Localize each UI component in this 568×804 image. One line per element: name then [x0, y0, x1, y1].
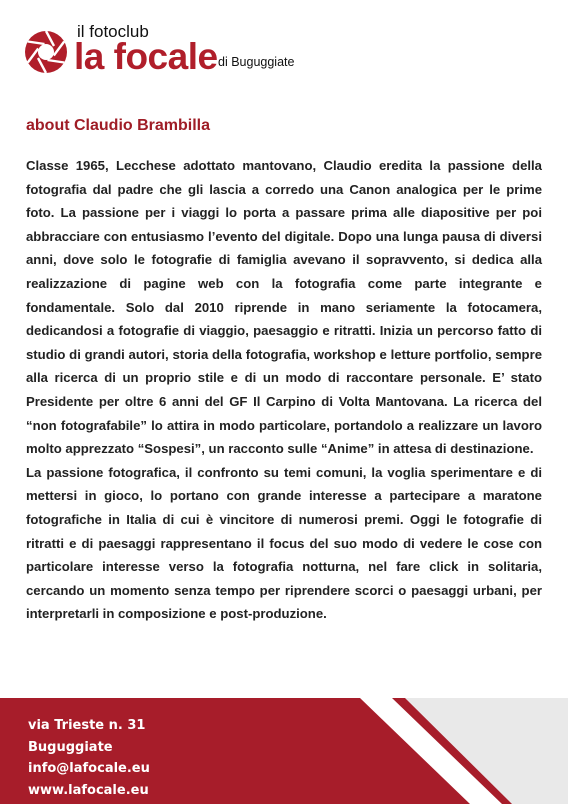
club-logo: [24, 8, 324, 78]
contact-info: [28, 715, 150, 801]
biography-text: [26, 154, 542, 626]
footer-town: Buguggiate: [28, 739, 113, 755]
footer-website-link[interactable]: www.lafocale.eu: [28, 782, 149, 798]
logo-town: di Buguggiate: [218, 55, 295, 69]
aperture-icon: [24, 30, 68, 74]
biography-paragraph-1: Classe 1965, Lecchese adottato mantovano, Claudio eredita la passione della fotografia dal padre che gli lascia a corredo una Canon analogica per le prime foto. La passione per i viaggi lo porta a passare prima alle diapositive per poi abbracciare con entusiasmo l’evento del digitale. Dopo una lunga pausa di diversi anni, dove solo le fotografie di famiglia avevano il sopravvento, si dedica alla realizzazione di pagine web con la fotografia come parte integrante e fondamentale. Solo dal 2010 riprende in mano seriamente la fotocamera, dedicandosi a fotografie di viaggio, paesaggio e ritratti. Inizia un percorso fatto di studio di grandi autori, storia della fotografia, workshop e letture portfolio, sempre alla ricerca di un proprio stile e di un modo di raccontare personale. E’ stato Presidente per oltre 6 anni del GF Il Carpino di Volta Mantovana. La ricerca del “non fotografabile” lo attira in modo particolare, portandolo a realizzare un lavoro molto apprezzato “Sospesi”, un racconto sulle “Anime” in attesa di destinazione.: [26, 158, 542, 457]
logo-subtitle: il fotoclub: [77, 22, 149, 41]
footer-band: [0, 698, 568, 804]
biography-paragraph-2: La passione fotografica, il confronto su temi comuni, la voglia sperimentare e di mettersi in gioco, lo portano con grande interesse a partecipare a maratone fotografiche in Italia di cui è vincitore di numerosi premi. Oggi le fotografie di ritratti e di paesaggi rappresentano il focus del suo modo di vedere le cose con particolare interesse verso la fotografia notturna, nel fare click in solitaria, cercando un momento senza tempo per riprendere scorci o paesaggi urbani, per interpretarli in composizione e post-produzione.: [26, 464, 542, 622]
logo-name: la focale: [74, 36, 218, 77]
page-title: about Claudio Brambilla: [26, 117, 211, 134]
footer-address: via Trieste n. 31: [28, 718, 146, 733]
footer-email-link[interactable]: info@lafocale.eu: [28, 761, 150, 776]
